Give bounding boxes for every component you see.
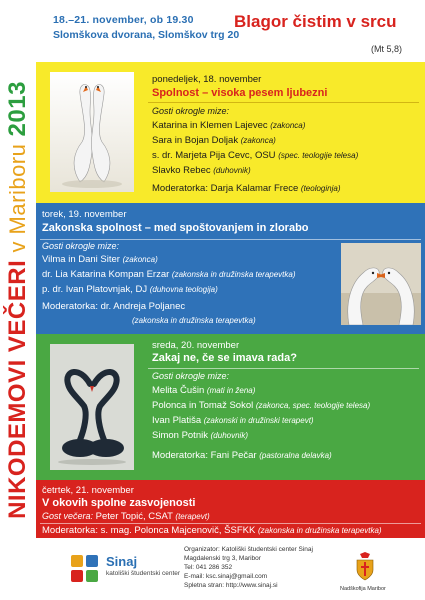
header xyxy=(36,0,425,62)
evening-topic: V okovih spolne zasvojenosti xyxy=(42,497,196,509)
evening-day: torek, 19. november xyxy=(42,209,127,220)
organizer-email[interactable]: E-mail: ksc.sinaj@gmail.com xyxy=(184,573,268,580)
guest-item: s. dr. Marjeta Pija Cevc, OSU (spec. teologije telesa) xyxy=(152,150,359,161)
bible-reference: (Mt 5,8) xyxy=(371,44,403,54)
vertical-title-year: 2013 xyxy=(4,81,31,137)
organizer-line: Organizator: Katoliški študentski center Sinaj xyxy=(184,546,313,553)
archdiocese-label: Nadškofija Maribor xyxy=(340,586,386,592)
organizer-website[interactable]: Spletna stran: http://www.sinaj.si xyxy=(184,582,278,589)
guest-item: Melita Čušin (mati in žena) xyxy=(152,385,256,396)
evening-day: ponedeljek, 18. november xyxy=(152,74,262,85)
guest-item: Simon Potnik (duhovnik) xyxy=(152,430,248,441)
event-venue: Slomškova dvorana, Slomškov trg 20 xyxy=(53,29,240,41)
series-title: Blagor čistim v srcu xyxy=(234,12,397,31)
guest-item: Slavko Rebec (duhovnik) xyxy=(152,165,251,176)
evening-topic: Zakaj ne, če se imava rada? xyxy=(152,352,297,364)
vertical-title-city: v Mariboru xyxy=(5,143,30,253)
evening-panel-thursday xyxy=(36,480,425,538)
evening-panel-monday xyxy=(36,62,425,203)
guest-item: p. dr. Ivan Platovnjak, DJ (duhovna teologija) xyxy=(42,284,218,295)
swans-photo xyxy=(341,243,421,325)
guest-item: Sara in Bojan Doljak (zakonca) xyxy=(152,135,276,146)
swans-photo xyxy=(50,72,134,192)
vertical-title-strip xyxy=(0,0,36,600)
organizer-address: Magdalenski trg 3, Maribor xyxy=(184,555,261,562)
moderator: Moderatorka: Darja Kalamar Frece (teologinja) xyxy=(152,183,341,194)
guest-item: Vilma in Dani Siter (zakonca) xyxy=(42,254,158,265)
vertical-title-main: NIKODEMOVI VEČERI xyxy=(4,259,31,519)
logo-name: Sinaj xyxy=(106,554,138,569)
evening-day: sreda, 20. november xyxy=(152,340,240,351)
evening-panel-tuesday xyxy=(36,203,425,334)
guests-label: Gosti okrogle mize: xyxy=(152,371,230,381)
panel-divider xyxy=(40,239,421,240)
moderator: Moderatorka: Fani Pečar (pastoralna delavka) xyxy=(152,450,332,461)
guest-item: Katarina in Klemen Lajevec (zakonca) xyxy=(152,120,306,131)
moderator: Moderatorka: dr. Andreja Poljanec xyxy=(42,301,186,312)
guests-label: Gosti okrogle mize: xyxy=(42,241,120,251)
panel-divider xyxy=(148,368,419,369)
archdiocese-crest-icon xyxy=(354,552,376,582)
moderator: Moderatorka: s. mag. Polonca Majcenovič, ŠSFKK (zakonska in družinska terapevtka) xyxy=(42,525,382,536)
guest-item: Ivan Platiša (zakonski in družinski terapevt) xyxy=(152,415,314,426)
organizer-phone: Tel: 041 286 352 xyxy=(184,564,233,571)
guest-item: dr. Lia Katarina Kompan Erzar (zakonska in družinska terapevtka) xyxy=(42,269,296,280)
sinaj-logo-icon xyxy=(71,555,99,583)
evening-day: četrtek, 21. november xyxy=(42,485,134,496)
evening-panel-wednesday xyxy=(36,334,425,480)
guest-item: Polonca in Tomaž Sokol (zakonca, spec. teologije telesa) xyxy=(152,400,371,411)
evening-topic: Zakonska spolnost – med spoštovanjem in zlorabo xyxy=(42,222,309,234)
footer xyxy=(36,538,425,600)
guests-label: Gosti okrogle mize: xyxy=(152,106,230,116)
guest-item: Gost večera: Peter Topić, CSAT (terapevt) xyxy=(42,511,210,522)
panel-divider xyxy=(40,523,421,524)
panel-divider xyxy=(148,102,419,103)
swans-photo xyxy=(50,344,134,470)
moderator-note: (zakonska in družinska terapevtka) xyxy=(132,316,256,325)
evening-topic: Spolnost – visoka pesem ljubezni xyxy=(152,87,328,99)
vertical-title xyxy=(4,81,32,519)
logo-subtitle: katoliški študentski center xyxy=(106,570,181,577)
event-date-time: 18.–21. november, ob 19.30 xyxy=(53,14,194,26)
